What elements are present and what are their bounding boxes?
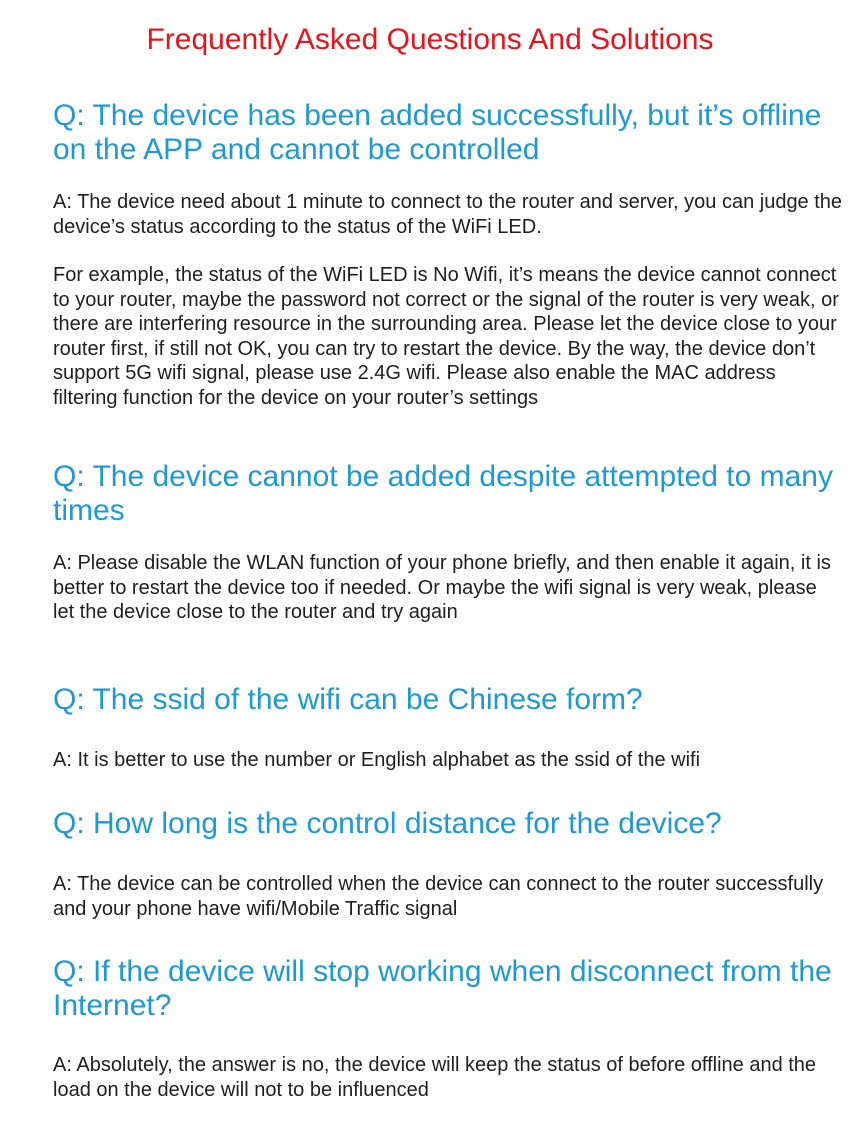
- faq-answer-3: A: It is better to use the number or English alphabet as the ssid of the wifi: [53, 749, 701, 771]
- faq-question-4: Q: How long is the control distance for the device?: [53, 807, 722, 840]
- page-title: Frequently Asked Questions And Solutions: [146, 23, 714, 56]
- faq-answer-5: A: Absolutely, the answer is no, the device will keep the status of before offline and the load on the device will not to be influenced: [53, 1054, 817, 1101]
- faq-answer-4: A: The device can be controlled when the device can connect to the router successfully and your phone have wifi/Mobile Traffic signal: [53, 873, 824, 920]
- faq-question-5: Q: If the device will stop working when disconnect from the Internet?: [53, 955, 832, 1022]
- faq-answer-2: A: Please disable the WLAN function of your phone briefly, and then enable it again, it is better to restart the device too if needed. Or maybe the wifi signal is very weak, please let the device close to the router and try again: [53, 552, 831, 624]
- faq-question-2: Q: The device cannot be added despite attempted to many times: [53, 460, 833, 527]
- faq-answer-1-detail: For example, the status of the WiFi LED is No Wifi, it’s means the device cannot connect to your router, maybe the password not correct or the signal of the router is very weak, or there are interfering resource in the surrounding area. Please let the device close to your router first, if still not OK, you can try to restart the device. By the way, the device don’t support 5G wifi signal, please use 2.4G wifi. Please also enable the MAC address filtering function for the device on your router’s settings: [53, 264, 839, 409]
- faq-answer-1: A: The device need about 1 minute to connect to the router and server, you can judge the device’s status according to the status of the WiFi LED.: [53, 191, 843, 238]
- faq-question-1: Q: The device has been added successfully, but it’s offline on the APP and cannot be controlled: [53, 99, 822, 166]
- faq-question-3: Q: The ssid of the wifi can be Chinese form?: [53, 683, 643, 716]
